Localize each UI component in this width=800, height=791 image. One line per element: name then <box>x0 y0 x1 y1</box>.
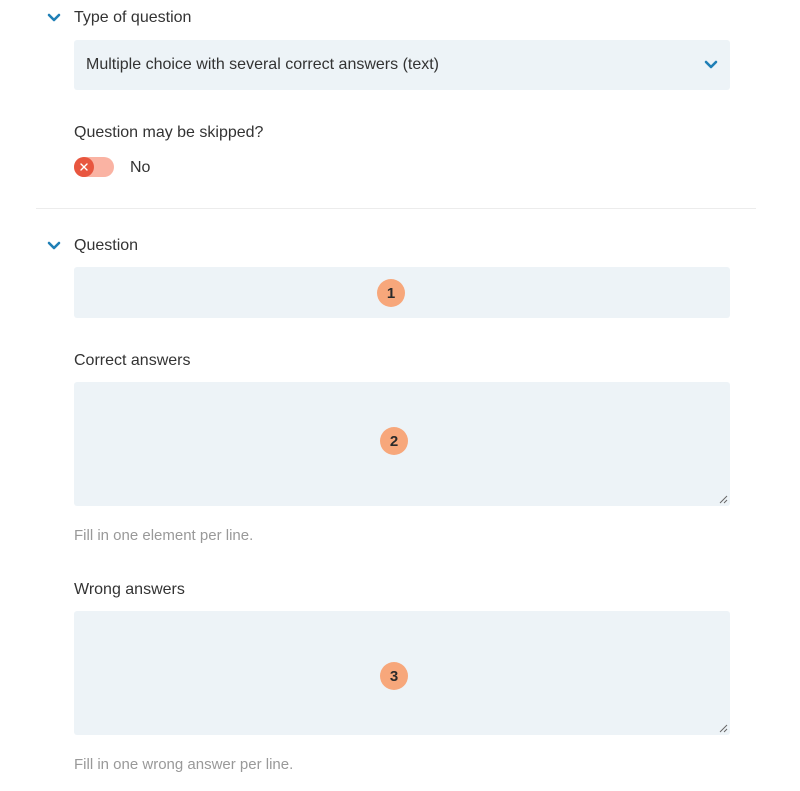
annotation-badge-3: 3 <box>380 662 408 690</box>
skip-question-toggle[interactable] <box>74 157 114 177</box>
toggle-knob <box>74 157 94 177</box>
type-of-question-section-header[interactable] <box>47 8 191 28</box>
chevron-down-icon <box>47 13 61 23</box>
annotation-badge-1: 1 <box>377 279 405 307</box>
correct-answers-textarea[interactable] <box>74 382 730 506</box>
section-divider <box>36 208 756 209</box>
skip-question-label: Question may be skipped? <box>74 124 264 141</box>
close-icon <box>79 162 89 172</box>
annotation-badge-2: 2 <box>380 427 408 455</box>
resize-grip-icon[interactable] <box>719 724 728 733</box>
chevron-down-icon <box>704 60 718 70</box>
chevron-down-icon <box>47 241 61 251</box>
skip-question-toggle-text: No <box>130 159 151 176</box>
question-section-title: Question <box>74 237 139 254</box>
wrong-answers-hint: Fill in one wrong answer per line. <box>74 756 294 773</box>
question-input[interactable] <box>74 267 730 318</box>
wrong-answers-label: Wrong answers <box>74 581 185 598</box>
correct-answers-hint: Fill in one element per line. <box>74 527 254 544</box>
type-of-question-title: Type of question <box>74 9 192 26</box>
question-type-select-value: Multiple choice with several correct answers (text) <box>86 56 440 73</box>
question-section-header[interactable] <box>47 236 138 256</box>
question-type-select[interactable] <box>74 40 730 90</box>
wrong-answers-textarea[interactable] <box>74 611 730 735</box>
resize-grip-icon[interactable] <box>719 495 728 504</box>
correct-answers-label: Correct answers <box>74 352 191 369</box>
